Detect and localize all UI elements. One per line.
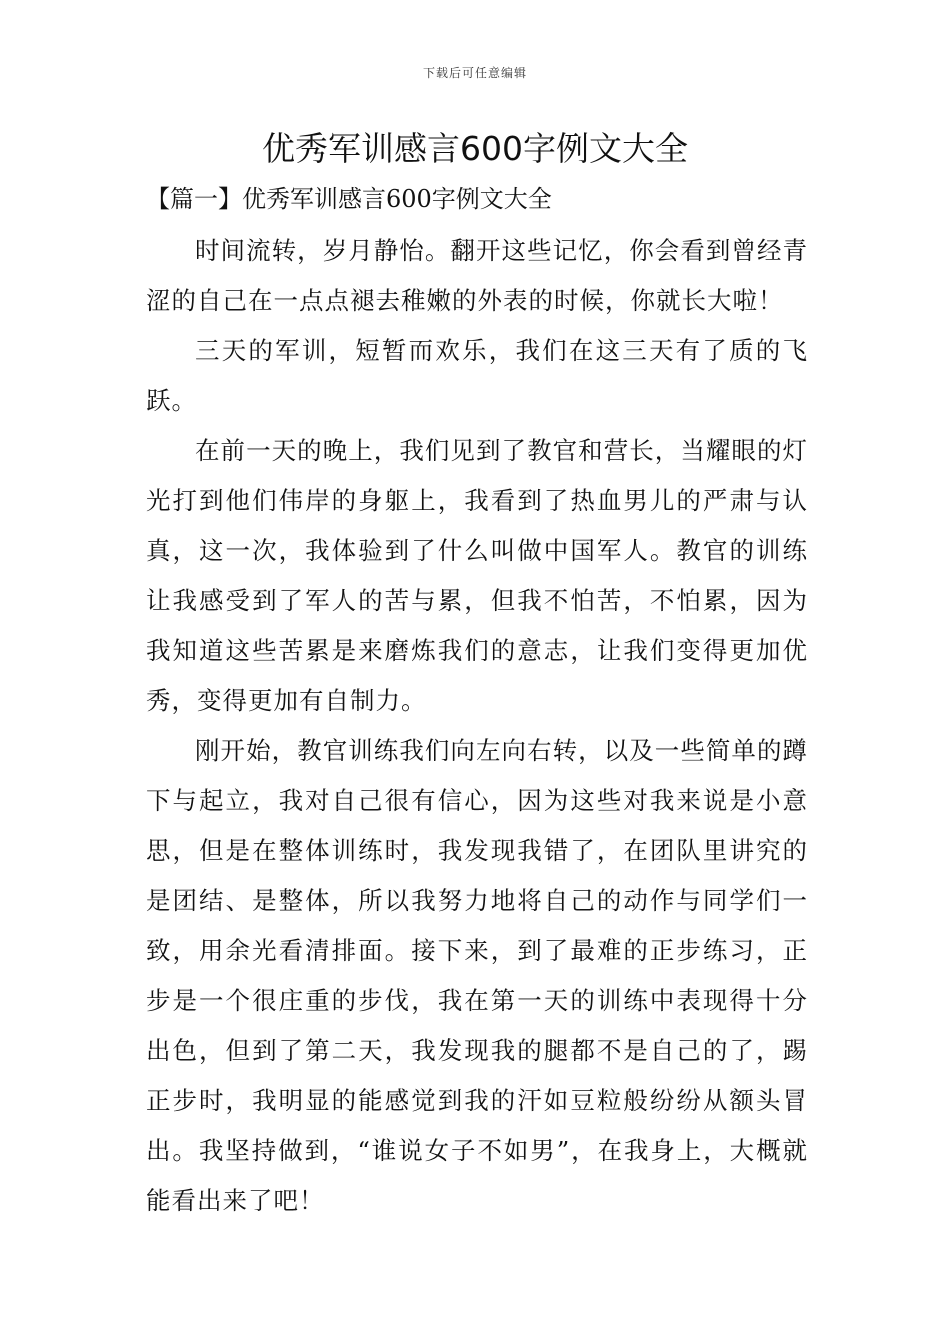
paragraph-3: 在前一天的晚上，我们见到了教官和营长，当耀眼的灯光打到他们伟岸的身躯上，我看到了热血男儿的严肃与认真，这一次，我体验到了什么叫做中国军人。教官的训练让我感受到了军人的苦与累，但我不怕苦，不怕累，因为我知道这些苦累是来磨炼我们的意志，让我们变得更加优秀，变得更加有自制力。 bbox=[146, 436, 808, 715]
section-heading: 【篇一】优秀军训感言600字例文大全 bbox=[146, 185, 552, 213]
document-title: 优秀军训感言600字例文大全 bbox=[262, 129, 688, 168]
header-note: 下载后可任意编辑 bbox=[422, 66, 527, 80]
paragraph-1: 时间流转，岁月静怡。翻开这些记忆，你会看到曾经青涩的自己在一点点褪去稚嫩的外表的时候，你就长大啦！ bbox=[146, 236, 808, 315]
document-body bbox=[146, 176, 808, 1226]
paragraph-2: 三天的军训，短暂而欢乐，我们在这三天有了质的飞跃。 bbox=[146, 336, 808, 415]
paragraph-4: 刚开始，教官训练我们向左向右转，以及一些简单的蹲下与起立，我对自己很有信心，因为这些对我来说是小意思，但是在整体训练时，我发现我错了，在团队里讲究的是团结、是整体，所以我努力地将自己的动作与同学们一致，用余光看清排面。接下来，到了最难的正步练习，正步是一个很庄重的步伐，我在第一天的训练中表现得十分出色，但到了第二天，我发现我的腿都不是自己的了，踢正步时，我明显的能感觉到我的汗如豆粒般纷纷从额头冒出。我坚持做到，“谁说女子不如男”，在我身上，大概就能看出来了吧！ bbox=[146, 736, 808, 1215]
